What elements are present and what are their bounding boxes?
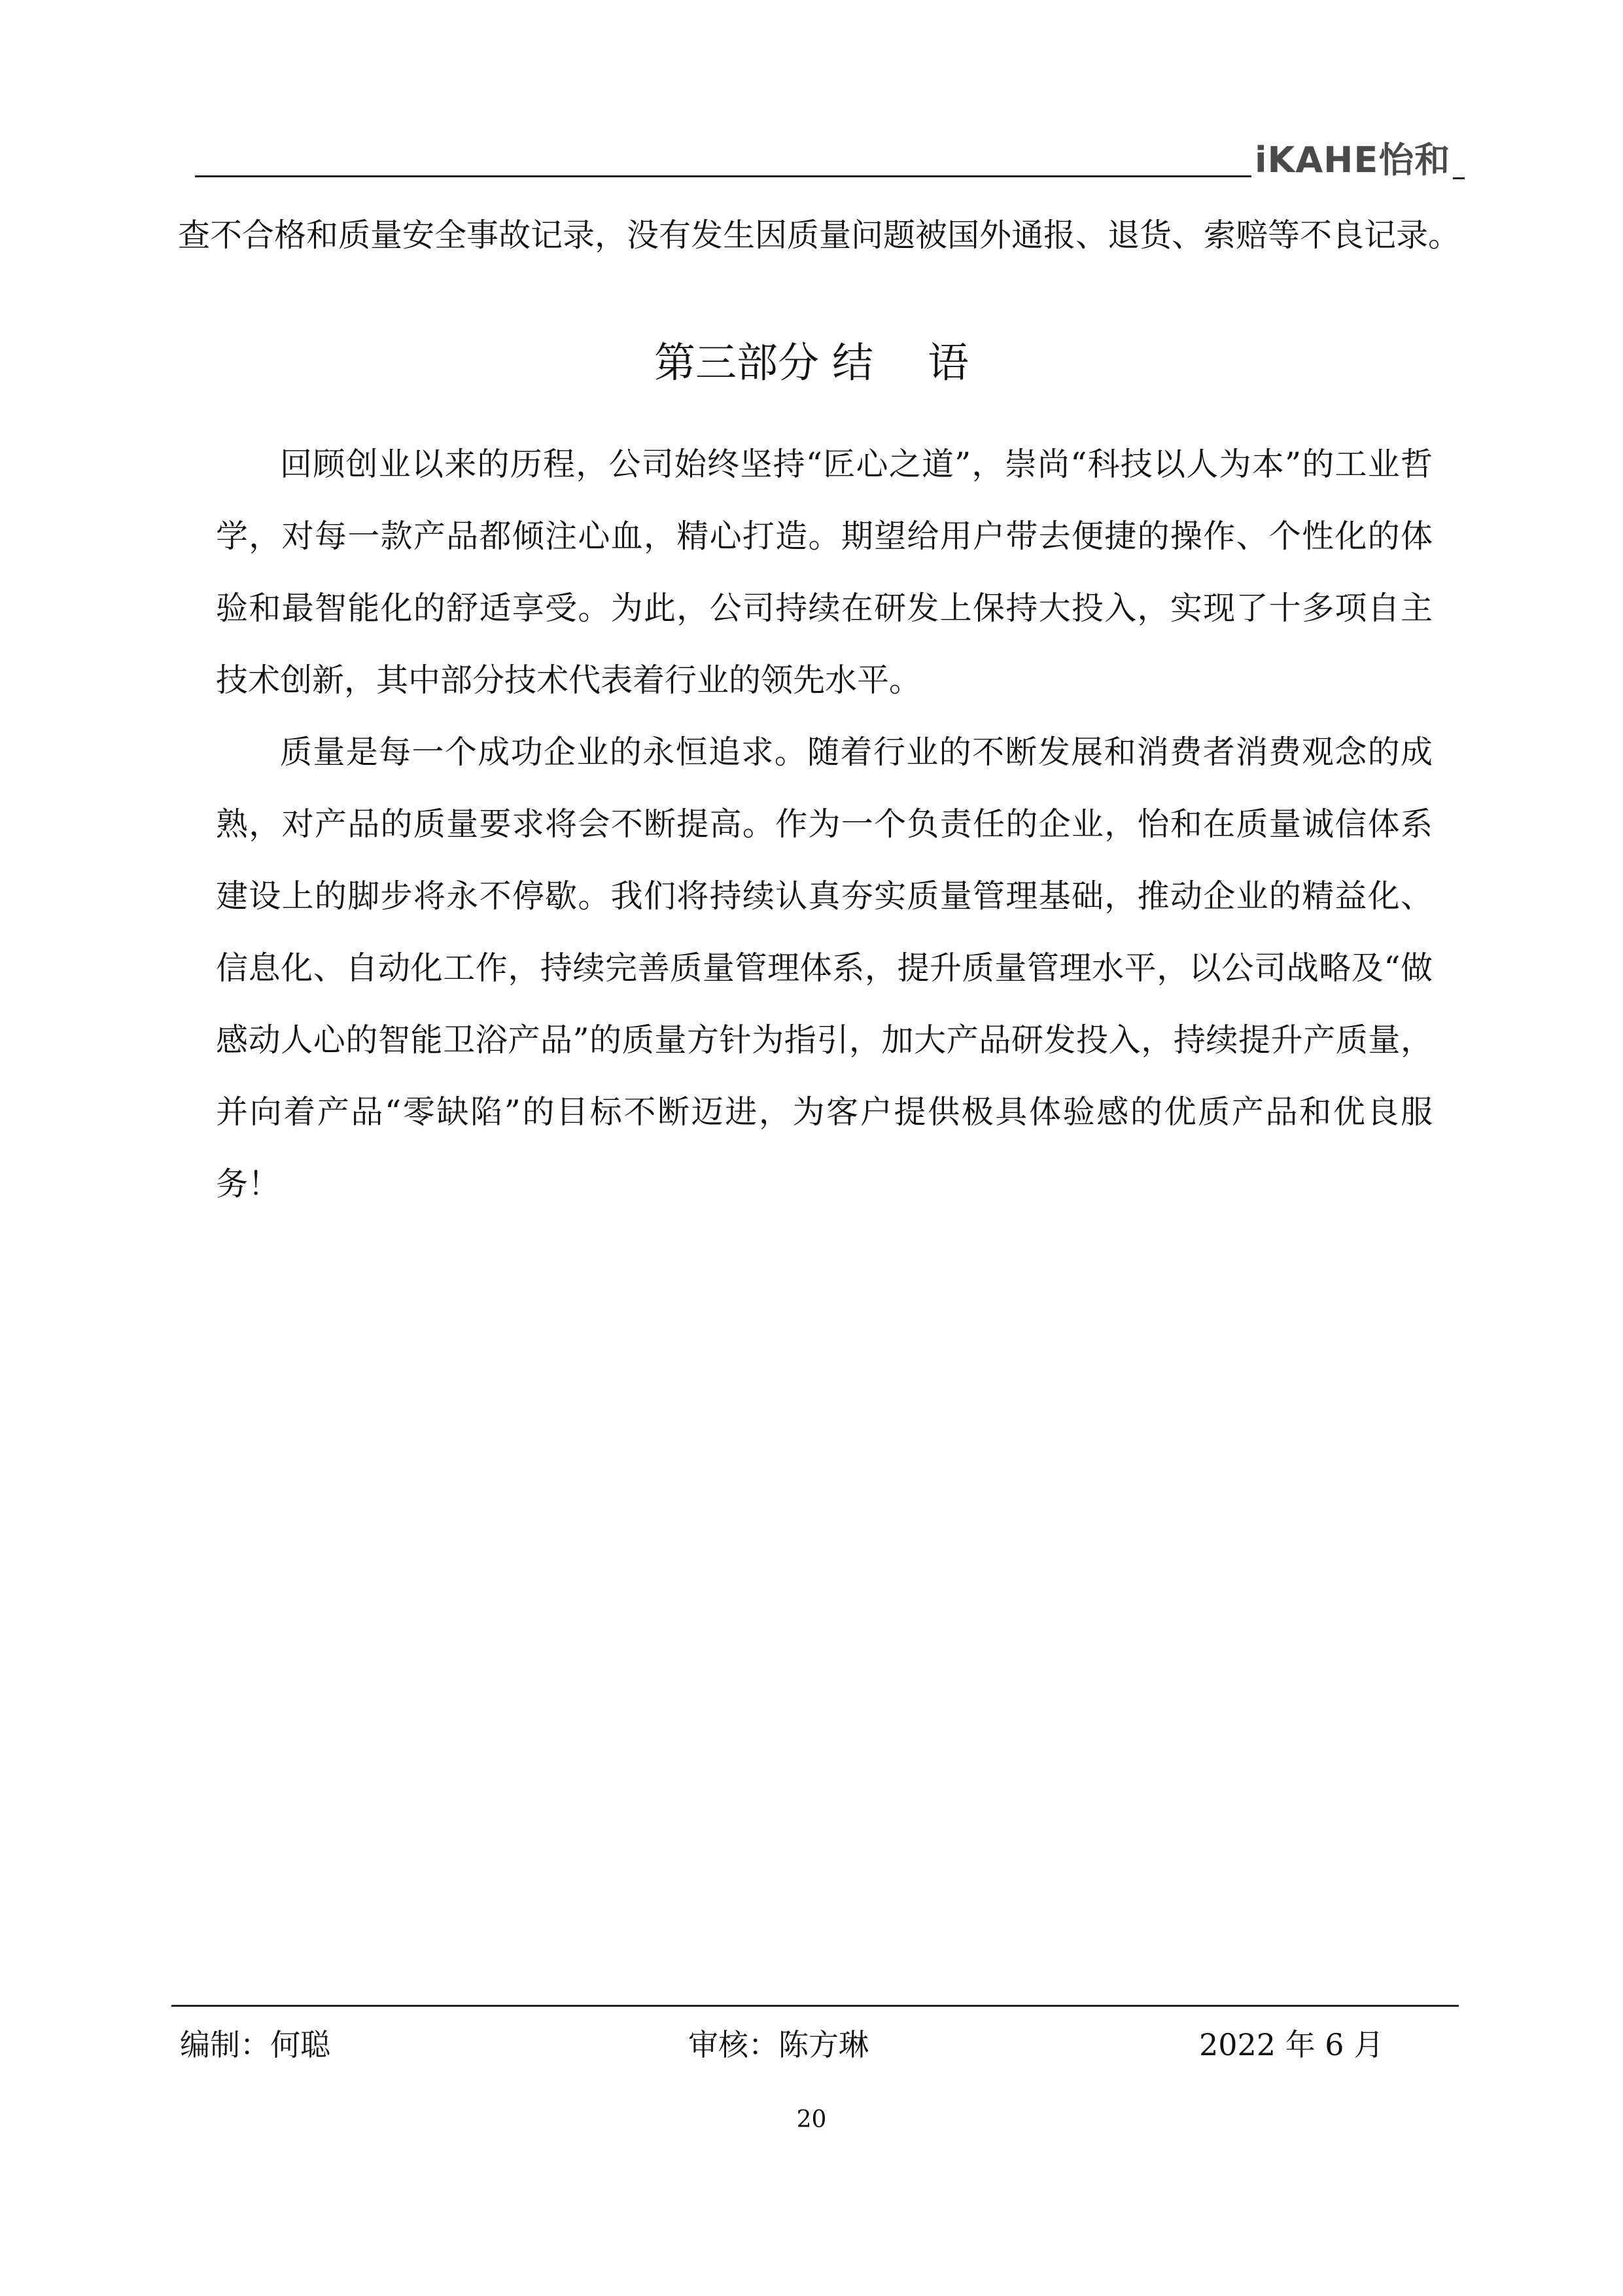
carry-over-text: 查不合格和质量安全事故记录，没有发生因质量问题被国外通报、退货、索赔等不良记录。 bbox=[178, 217, 1461, 254]
footer-reviewer: 审核：陈方琳 bbox=[688, 2027, 869, 2062]
paragraph-history: 回顾创业以来的历程，公司始终坚持“匠心之道”，崇尚“科技以人为本”的工业哲学，对每一款产品都倾注心血，精心打造。期望给用户带去便捷的操作、个性化的体验和最智能化的舒适享受。为此，公司持续在研发上保持大投入，实现了十多项自主技术创新，其中部分技术代表着行业的领先水平。 bbox=[216, 446, 1433, 699]
paragraph-quality: 质量是每一个成功企业的永恒追求。随着行业的不断发展和消费者消费观念的成熟，对产品的质量要求将会不断提高。作为一个负责任的企业，怡和在质量诚信体系建设上的脚步将永不停歇。我们将持续认真夯实质量管理基础，推动企业的精益化、信息化、自动化工作，持续完善质量管理体系，提升质量管理水平，以公司战略及“做感动人心的智能卫浴产品”的质量方针为指引，加大产品研发投入，持续提升产质量，并向着产品“零缺陷”的目标不断迈进，为客户提供极具体验感的优质产品和优良服务！ bbox=[216, 733, 1433, 1203]
logo-underline bbox=[1453, 177, 1465, 179]
footer-rule bbox=[171, 2005, 1459, 2007]
footer-compiler: 编制：何聪 bbox=[180, 2027, 330, 2062]
company-logo bbox=[1255, 131, 1465, 183]
footer-date: 2022 年 6 月 bbox=[1199, 2027, 1384, 2062]
logo-text: iKAHE怡和 bbox=[1255, 139, 1451, 181]
page-number: 20 bbox=[796, 2106, 827, 2133]
header-rule bbox=[195, 175, 1251, 177]
section-body bbox=[216, 429, 1433, 1220]
section-title: 第三部分 结 语 bbox=[654, 339, 969, 387]
